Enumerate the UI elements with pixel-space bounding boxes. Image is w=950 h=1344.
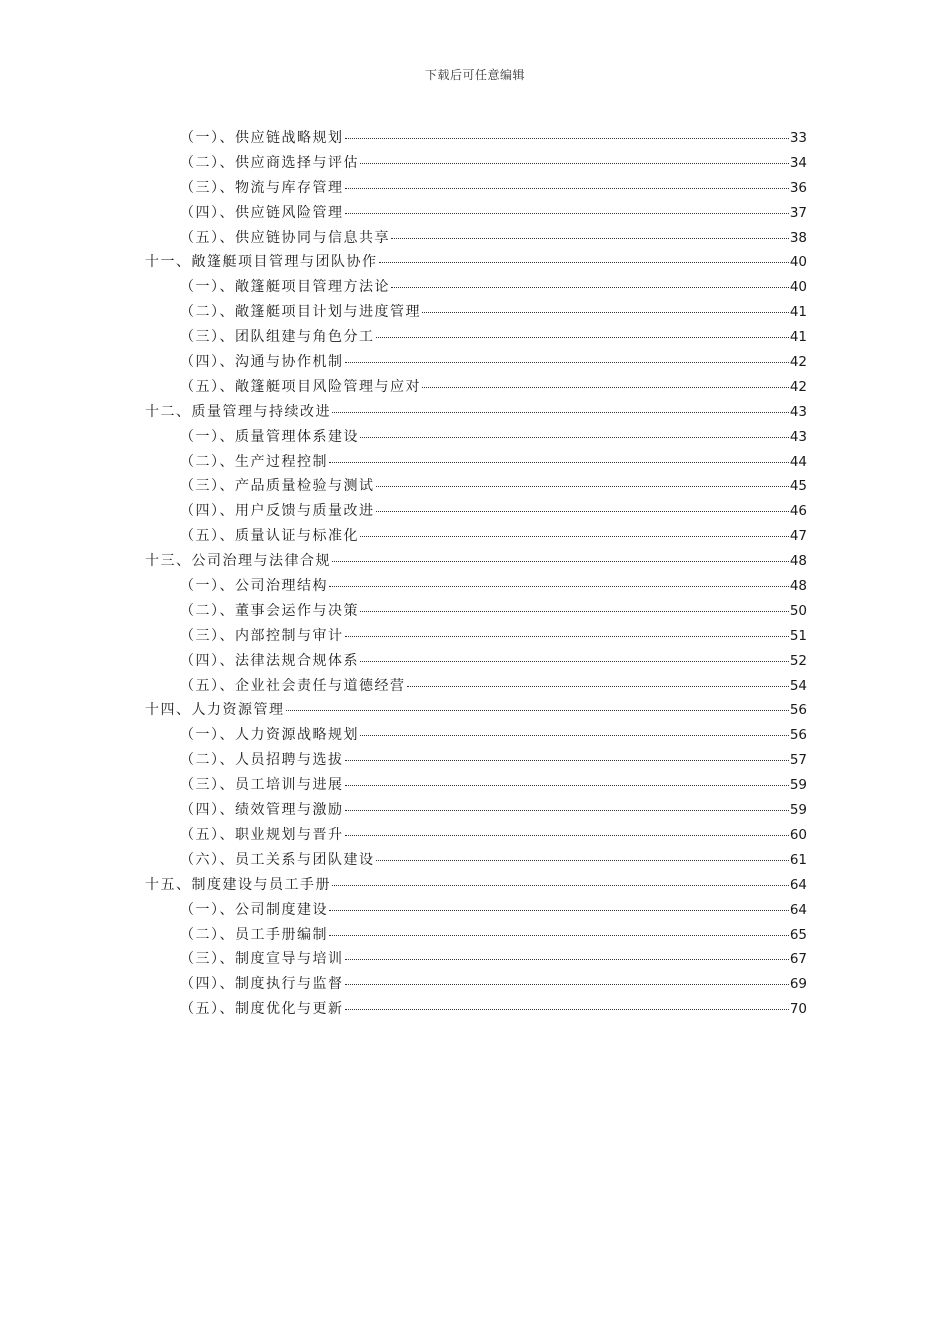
toc-dot-leader bbox=[345, 759, 789, 761]
toc-page-number: 59 bbox=[789, 802, 807, 819]
toc-entry-title: （三）、物流与库存管理 bbox=[180, 179, 344, 196]
toc-entry-title: （四）、沟通与协作机制 bbox=[180, 354, 344, 371]
toc-section-entry[interactable] bbox=[145, 450, 807, 475]
toc-entry-title: 十三、公司治理与法律合规 bbox=[145, 553, 331, 570]
toc-entry-title: （三）、制度宣导与培训 bbox=[180, 951, 344, 968]
toc-dot-leader bbox=[379, 261, 789, 263]
toc-page-number: 36 bbox=[789, 179, 807, 196]
toc-section-entry[interactable] bbox=[145, 947, 807, 972]
toc-entry-title: （六）、员工关系与团队建设 bbox=[180, 851, 375, 868]
toc-chapter-entry[interactable] bbox=[145, 698, 807, 723]
toc-section-entry[interactable] bbox=[145, 226, 807, 251]
toc-page-number: 59 bbox=[789, 777, 807, 794]
toc-entry-title: （一）、公司治理结构 bbox=[180, 578, 328, 595]
toc-section-entry[interactable] bbox=[145, 748, 807, 773]
toc-section-entry[interactable] bbox=[145, 300, 807, 325]
toc-dot-leader bbox=[376, 510, 789, 512]
toc-dot-leader bbox=[329, 585, 789, 587]
toc-page-number: 33 bbox=[789, 130, 807, 146]
toc-dot-leader bbox=[345, 958, 789, 960]
toc-dot-leader bbox=[422, 311, 789, 313]
toc-page-number: 48 bbox=[789, 553, 807, 570]
toc-section-entry[interactable] bbox=[145, 773, 807, 798]
toc-entry-title: （二）、敞篷艇项目计划与进度管理 bbox=[180, 304, 421, 321]
toc-entry-title: （三）、团队组建与角色分工 bbox=[180, 329, 375, 346]
toc-entry-title: （四）、绩效管理与激励 bbox=[180, 802, 344, 819]
toc-page-number: 51 bbox=[789, 627, 807, 644]
toc-page-number: 52 bbox=[789, 652, 807, 669]
toc-section-entry[interactable] bbox=[145, 848, 807, 873]
toc-dot-leader bbox=[329, 461, 789, 463]
toc-page-number: 37 bbox=[789, 204, 807, 221]
toc-page-number: 41 bbox=[789, 304, 807, 321]
toc-chapter-entry[interactable] bbox=[145, 549, 807, 574]
toc-entry-title: （一）、人力资源战略规划 bbox=[180, 727, 359, 744]
toc-page-number: 69 bbox=[789, 976, 807, 993]
toc-section-entry[interactable] bbox=[145, 574, 807, 599]
toc-section-entry[interactable] bbox=[145, 425, 807, 450]
toc-page-number: 57 bbox=[789, 752, 807, 769]
toc-page-number: 56 bbox=[789, 727, 807, 744]
toc-dot-leader bbox=[345, 784, 789, 786]
toc-page-number: 40 bbox=[789, 279, 807, 296]
toc-page-number: 38 bbox=[789, 229, 807, 246]
toc-dot-leader bbox=[360, 734, 789, 736]
toc-dot-leader bbox=[376, 859, 789, 861]
toc-dot-leader bbox=[407, 685, 789, 687]
toc-dot-leader bbox=[345, 983, 789, 985]
toc-entry-title: （五）、企业社会责任与道德经营 bbox=[180, 677, 406, 694]
toc-section-entry[interactable] bbox=[145, 972, 807, 997]
toc-entry-title: （四）、供应链风险管理 bbox=[180, 204, 344, 221]
toc-dot-leader bbox=[286, 709, 789, 711]
toc-page-number: 34 bbox=[789, 154, 807, 171]
toc-page-number: 56 bbox=[789, 702, 807, 719]
toc-entry-title: （三）、员工培训与进展 bbox=[180, 777, 344, 794]
toc-section-entry[interactable] bbox=[145, 201, 807, 226]
toc-dot-leader bbox=[376, 336, 789, 338]
toc-dot-leader bbox=[329, 934, 789, 936]
toc-chapter-entry[interactable] bbox=[145, 400, 807, 425]
toc-section-entry[interactable] bbox=[145, 798, 807, 823]
toc-dot-leader bbox=[391, 286, 789, 288]
page-header: 下载后可任意编辑 bbox=[424, 68, 525, 82]
toc-entry-title: （一）、公司制度建设 bbox=[180, 901, 328, 918]
toc-page-number: 50 bbox=[789, 602, 807, 619]
toc-entry-title: （一）、质量管理体系建设 bbox=[180, 428, 359, 445]
toc-section-entry[interactable] bbox=[145, 275, 807, 300]
toc-dot-leader bbox=[345, 809, 789, 811]
toc-page-number: 44 bbox=[789, 453, 807, 470]
toc-page-number: 41 bbox=[789, 329, 807, 346]
toc-page-number: 60 bbox=[789, 826, 807, 843]
toc-entry-title: （四）、法律法规合规体系 bbox=[180, 652, 359, 669]
toc-dot-leader bbox=[360, 436, 789, 438]
toc-entry-title: 十一、敞篷艇项目管理与团队协作 bbox=[145, 254, 378, 271]
toc-dot-leader bbox=[345, 212, 789, 214]
toc-entry-title: （三）、产品质量检验与测试 bbox=[180, 478, 375, 495]
toc-dot-leader bbox=[360, 162, 789, 164]
toc-page-number: 64 bbox=[789, 876, 807, 893]
toc-dot-leader bbox=[422, 386, 789, 388]
toc-dot-leader bbox=[360, 660, 789, 662]
toc-page-number: 48 bbox=[789, 578, 807, 595]
toc-page-number: 54 bbox=[789, 677, 807, 694]
toc-dot-leader bbox=[332, 560, 789, 562]
toc-entry-title: 十五、制度建设与员工手册 bbox=[145, 876, 331, 893]
toc-page-number: 64 bbox=[789, 901, 807, 918]
toc-page-number: 43 bbox=[789, 403, 807, 420]
toc-chapter-entry[interactable] bbox=[145, 873, 807, 898]
toc-dot-leader bbox=[360, 610, 789, 612]
toc-entry-title: （五）、供应链协同与信息共享 bbox=[180, 229, 390, 246]
toc-entry-title: （五）、敞篷艇项目风险管理与应对 bbox=[180, 378, 421, 395]
toc-section-entry[interactable] bbox=[145, 474, 807, 499]
toc-section-entry[interactable] bbox=[145, 898, 807, 923]
toc-entry-title: （五）、质量认证与标准化 bbox=[180, 528, 359, 545]
toc-section-entry[interactable] bbox=[145, 151, 807, 176]
toc-page-number: 46 bbox=[789, 503, 807, 520]
toc-dot-leader bbox=[345, 834, 789, 836]
toc-section-entry[interactable] bbox=[145, 499, 807, 524]
toc-entry-title: （二）、人员招聘与选拔 bbox=[180, 752, 344, 769]
toc-section-entry[interactable] bbox=[145, 823, 807, 848]
toc-section-entry[interactable] bbox=[145, 126, 807, 151]
toc-entry-title: （二）、供应商选择与评估 bbox=[180, 154, 359, 171]
toc-section-entry[interactable] bbox=[145, 325, 807, 350]
toc-entry-title: （二）、董事会运作与决策 bbox=[180, 602, 359, 619]
toc-dot-leader bbox=[332, 884, 789, 886]
toc-section-entry[interactable] bbox=[145, 674, 807, 699]
toc-dot-leader bbox=[345, 137, 789, 139]
toc-dot-leader bbox=[345, 187, 789, 189]
toc-section-entry[interactable] bbox=[145, 350, 807, 375]
toc-section-entry[interactable] bbox=[145, 923, 807, 948]
toc-page-number: 65 bbox=[789, 926, 807, 943]
toc-dot-leader bbox=[345, 1008, 789, 1010]
toc-section-entry[interactable] bbox=[145, 375, 807, 400]
toc-entry-title: （二）、生产过程控制 bbox=[180, 453, 328, 470]
toc-dot-leader bbox=[332, 411, 789, 413]
toc-dot-leader bbox=[391, 237, 789, 239]
toc-section-entry[interactable] bbox=[145, 624, 807, 649]
toc-entry-title: （三）、内部控制与审计 bbox=[180, 627, 344, 644]
toc-section-entry[interactable] bbox=[145, 649, 807, 674]
toc-dot-leader bbox=[345, 635, 789, 637]
toc-dot-leader bbox=[345, 361, 789, 363]
toc-page-number: 43 bbox=[789, 428, 807, 445]
toc-section-entry[interactable] bbox=[145, 599, 807, 624]
toc-page-number: 47 bbox=[789, 528, 807, 545]
toc-section-entry[interactable] bbox=[145, 997, 807, 1022]
toc-entry-title: （一）、供应链战略规划 bbox=[180, 130, 344, 146]
toc-page-number: 70 bbox=[789, 1001, 807, 1018]
toc-section-entry[interactable] bbox=[145, 524, 807, 549]
toc-section-entry[interactable] bbox=[145, 176, 807, 201]
toc-entry-title: （五）、制度优化与更新 bbox=[180, 1001, 344, 1018]
toc-dot-leader bbox=[329, 909, 789, 911]
toc-page-number: 40 bbox=[789, 254, 807, 271]
toc-entry-title: （四）、用户反馈与质量改进 bbox=[180, 503, 375, 520]
toc-dot-leader bbox=[360, 535, 789, 537]
toc-page-number: 42 bbox=[789, 378, 807, 395]
toc-entry-title: （五）、职业规划与晋升 bbox=[180, 826, 344, 843]
toc-entry-title: （二）、员工手册编制 bbox=[180, 926, 328, 943]
toc-section-entry[interactable] bbox=[145, 723, 807, 748]
toc-chapter-entry[interactable] bbox=[145, 250, 807, 275]
toc-entry-title: （一）、敞篷艇项目管理方法论 bbox=[180, 279, 390, 296]
toc-page-number: 67 bbox=[789, 951, 807, 968]
toc-dot-leader bbox=[376, 485, 789, 487]
toc-entry-title: 十四、人力资源管理 bbox=[145, 702, 285, 719]
toc-page-number: 61 bbox=[789, 851, 807, 868]
toc-entry-title: （四）、制度执行与监督 bbox=[180, 976, 344, 993]
toc-entry-title: 十二、质量管理与持续改进 bbox=[145, 403, 331, 420]
table-of-contents bbox=[145, 126, 807, 1022]
toc-page-number: 42 bbox=[789, 354, 807, 371]
toc-page-number: 45 bbox=[789, 478, 807, 495]
